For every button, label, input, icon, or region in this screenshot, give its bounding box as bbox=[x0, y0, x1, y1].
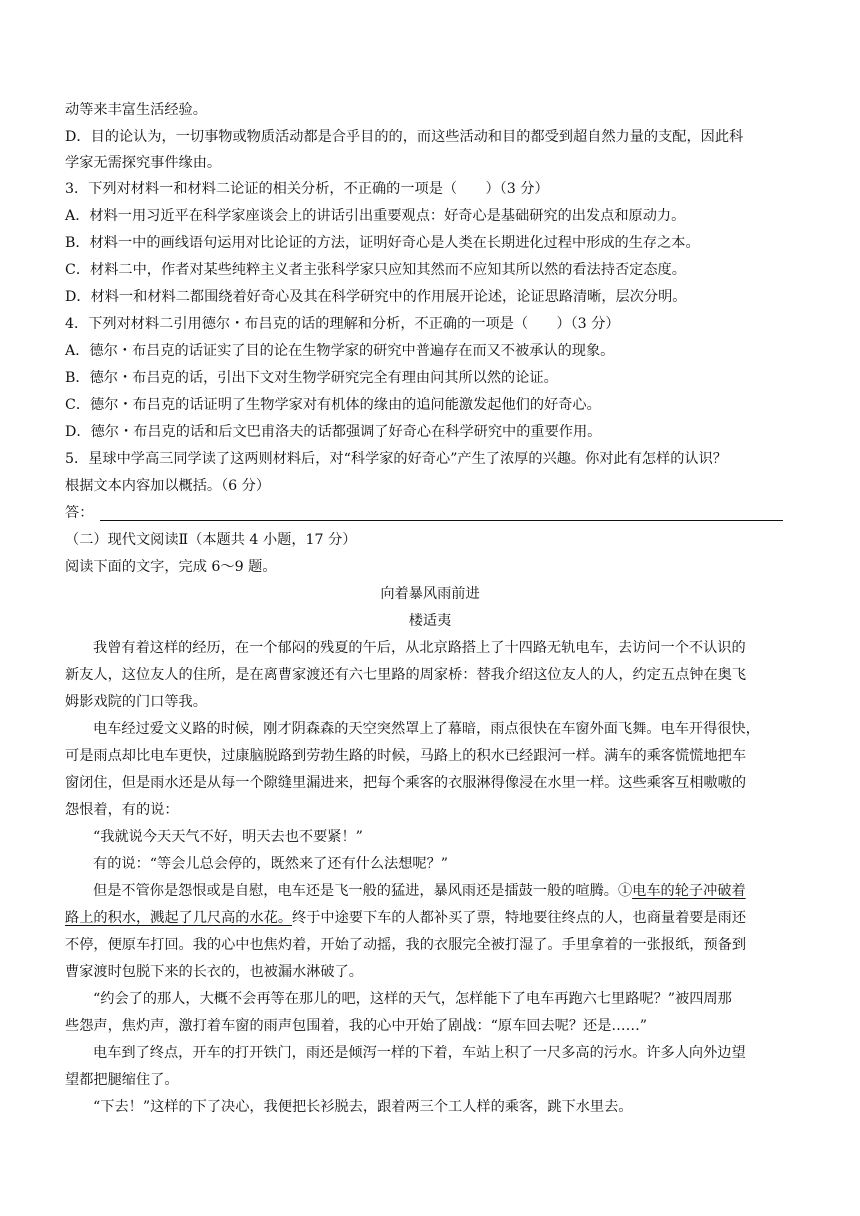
underlined-sentence: 路上的积水，溅起了几尺高的水花。 bbox=[65, 910, 293, 926]
question-4-option-b: B．德尔・布吕克的话，引出下文对生物学研究完全有理由问其所以然的论证。 bbox=[65, 370, 558, 386]
question-4-option-c: C．德尔・布吕克的话证明了生物学家对有机体的缘由的追问能激发起他们的好奇心。 bbox=[65, 397, 601, 413]
paragraph-line: 电车到了终点，开车的打开铁门，雨还是倾泻一样的下着，车站上积了一尺多高的污水。许多人向外边望 bbox=[93, 1045, 746, 1061]
paragraph-line: 可是雨点却比电车更快，过康脑脱路到劳勃生路的时候，马路上的积水已经跟河一样。满车的乘客慌慌地把车 bbox=[65, 748, 747, 764]
question-3-option-d: D．材料一和材料二都围绕着好奇心及其在科学研究中的作用展开论述，论证思路清晰，层次分明。 bbox=[65, 289, 687, 305]
instruction: 阅读下面的文字，完成 6～9 题。 bbox=[65, 559, 277, 575]
question-3-option-b: B．材料一中的画线语句运用对比论证的方法，证明好奇心是人类在长期进化过程中形成的生存之本。 bbox=[65, 235, 700, 251]
question-4-option-a: A．德尔・布吕克的话证实了目的论在生物学家的研究中普遍存在而又不被承认的现象。 bbox=[65, 343, 615, 359]
paragraph-text: 但是不管你是怨恨或是自慰，电车还是飞一般的猛进，暴风雨还是擂鼓一般的喧腾。① bbox=[93, 883, 633, 899]
paragraph-line: 不停，便原车打回。我的心中也焦灼着，开始了动摇，我的衣服完全被打湿了。手里拿着的一张报纸，预备到 bbox=[65, 937, 747, 953]
paragraph-line: 些怨声，焦灼声，激打着车窗的雨声包围着，我的心中开始了剧战：“原车回去呢？还是……” bbox=[65, 1018, 648, 1034]
paragraph-line: 新友人，这位友人的住所，是在离曹家渡还有六七里路的周家桥：替我介绍这位友人的人，约定五点钟在奥飞 bbox=[65, 667, 747, 683]
question-4: 4．下列对材料二引用德尔・布吕克的话的理解和分析，不正确的一项是（ ）（3 分） bbox=[65, 316, 620, 332]
paragraph-line: 我曾有着这样的经历，在一个郁闷的残夏的午后，从北京路搭上了十四路无轨电车，去访问一个不认识的 bbox=[93, 640, 746, 656]
paragraph-line: 怨恨着，有的说： bbox=[65, 802, 179, 818]
question-3-option-c: C．材料二中，作者对某些纯粹主义者主张科学家只应知其然而不应知其所以然的看法持否定态度。 bbox=[65, 262, 686, 278]
question-3: 3．下列对材料一和材料二论证的相关分析，不正确的一项是（ ）（3 分） bbox=[65, 181, 549, 197]
paragraph-line: 姆影戏院的门口等我。 bbox=[65, 694, 207, 710]
paragraph-line: 望都把腿缩住了。 bbox=[65, 1072, 179, 1088]
underlined-sentence: 电车的轮子冲破着 bbox=[632, 883, 746, 899]
text-line: 学家无需探究事件缘由。 bbox=[65, 155, 222, 171]
paragraph-line bbox=[65, 908, 746, 928]
article-title: 向着暴风雨前进 bbox=[380, 586, 480, 602]
dialogue-line: 有的说：“等会儿总会停的，既然来了还有什么法想呢？” bbox=[93, 856, 449, 872]
paragraph-line: 窗闭住，但是雨水还是从每一个隙缝里漏进来，把每个乘客的衣服淋得像浸在水里一样。这些乘客互相嗷嗷的 bbox=[65, 775, 747, 791]
dialogue-line: “我就说今天天气不好，明天去也不要紧！” bbox=[93, 829, 363, 845]
paragraph-line: 电车经过爱文义路的时候，刚才阴森森的天空突然罩上了幕暗，雨点很快在车窗外面飞舞。电车开得很快， bbox=[93, 721, 760, 737]
question-5-cont: 根据文本内容加以概括。（6 分） bbox=[65, 478, 271, 494]
question-5: 5．星球中学高三同学读了这两则材料后，对“科学家的好奇心”产生了浓厚的兴趣。你对此有怎样的认识？ bbox=[65, 451, 727, 467]
section-heading: （二）现代文阅读Ⅱ（本题共 4 小题，17 分） bbox=[65, 532, 357, 548]
answer-blank[interactable] bbox=[100, 520, 783, 521]
paragraph-line: “约会了的那人，大概不会再等在那儿的吧，这样的天气，怎样能下了电车再跑六七里路呢？”被四周那 bbox=[93, 991, 732, 1007]
paragraph-line bbox=[93, 881, 746, 901]
question-3-option-a: A．材料一用习近平在科学家座谈会上的讲话引出重要观点：好奇心是基础研究的出发点和原动力。 bbox=[65, 208, 686, 224]
question-4-option-d: D．德尔・布吕克的话和后文巴甫洛夫的话都强调了好奇心在科学研究中的重要作用。 bbox=[65, 424, 602, 440]
text-line: 动等来丰富生活经验。 bbox=[65, 102, 207, 118]
answer-label: 答： bbox=[65, 505, 94, 521]
article-author: 楼适夷 bbox=[408, 613, 452, 629]
option-d-line: D．目的论认为，一切事物或物质活动都是合乎目的的，而这些活动和目的都受到超自然力量的支配，因此科 bbox=[65, 129, 744, 145]
paragraph-line: 曹家渡时包脱下来的长衣的，也被漏水淋破了。 bbox=[65, 964, 363, 980]
paragraph-text: 终于中途要下车的人都补买了票，特地要往终点的人，也商量着要是雨还 bbox=[292, 910, 747, 926]
paragraph-line: “下去！”这样的下了决心，我便把长衫脱去，跟着两三个工人样的乘客，跳下水里去。 bbox=[93, 1099, 633, 1115]
